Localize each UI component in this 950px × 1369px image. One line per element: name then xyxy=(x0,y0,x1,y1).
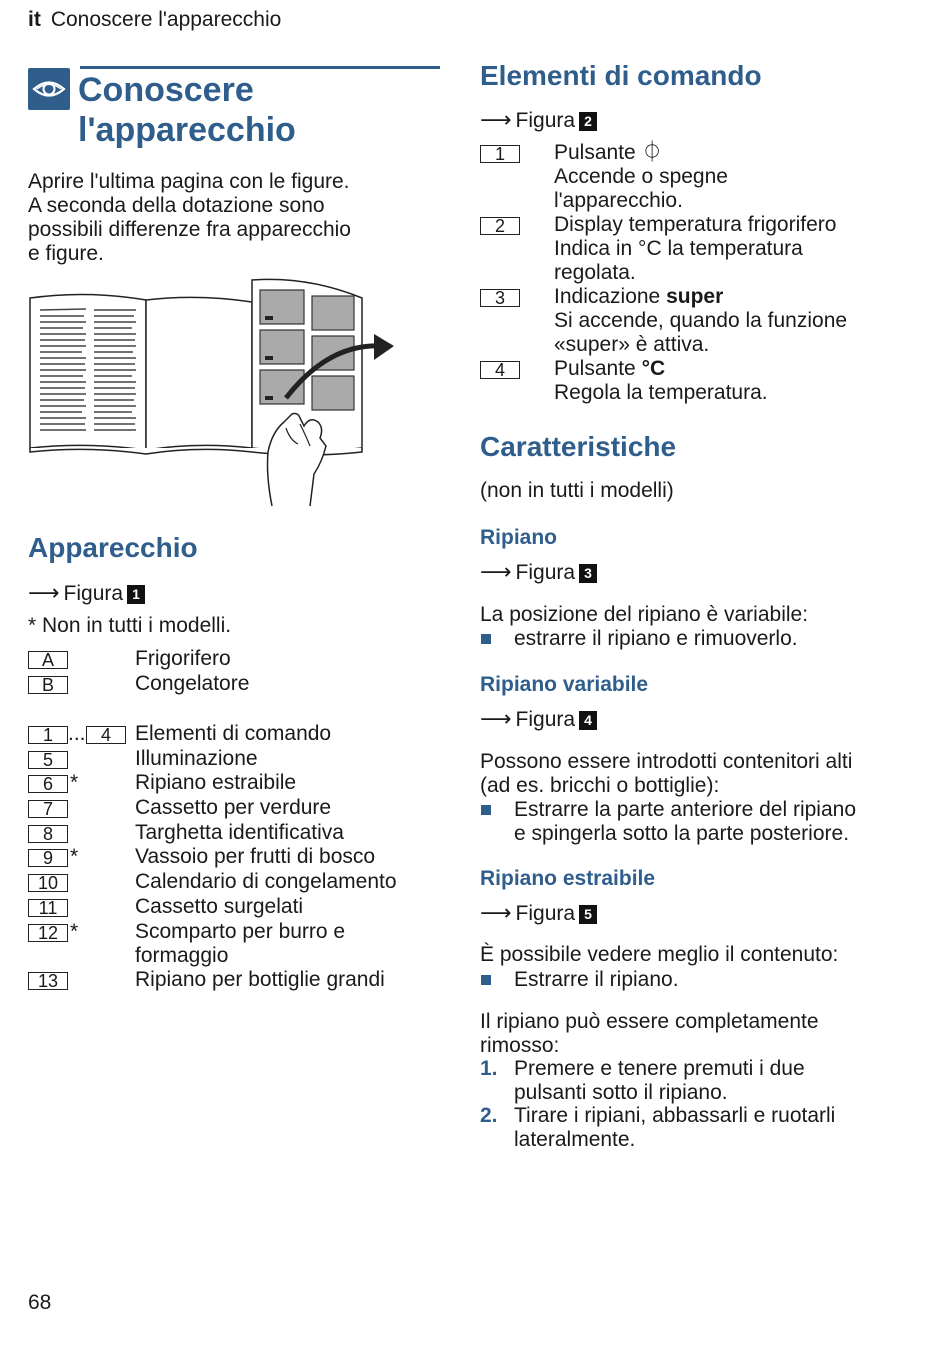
note-text: (non in tutti i modelli) xyxy=(480,479,674,502)
section-heading-comandi: Elementi di comando xyxy=(480,60,762,91)
body-text: Possono essere introdotti contenitori alti xyxy=(480,750,853,773)
title-rule xyxy=(80,66,440,69)
key-label: 2 xyxy=(480,217,520,235)
subheading-ripiano: Ripiano xyxy=(480,526,557,549)
list-item xyxy=(28,821,443,845)
step-text: lateralmente. xyxy=(514,1128,636,1151)
arrow-icon: ⟶ xyxy=(480,559,512,584)
step-number: 2. xyxy=(480,1104,498,1127)
item-label: formaggio xyxy=(135,944,229,967)
list-item xyxy=(28,747,443,771)
list-item xyxy=(28,870,443,894)
bullet-square-icon xyxy=(481,634,491,644)
control-title: Display temperatura frigorifero xyxy=(554,213,837,236)
bullet-text: e spingerla sotto la parte posteriore. xyxy=(514,822,850,845)
language-tag: it xyxy=(28,8,41,31)
list-item xyxy=(28,647,443,671)
key-label: 4 xyxy=(480,361,520,379)
step-text: Premere e tenere premuti i due xyxy=(514,1057,805,1080)
bullet-square-icon xyxy=(481,805,491,815)
figure-reference: ⟶ Figura 2 xyxy=(480,108,597,133)
body-text: La posizione del ripiano è variabile: xyxy=(480,603,809,626)
key-label: B xyxy=(28,676,68,694)
list-item xyxy=(28,968,443,992)
list-item: 1 ... 4 Elementi di comando xyxy=(28,722,443,746)
list-item xyxy=(28,796,443,820)
item-label: Illuminazione xyxy=(135,747,258,770)
key-label: 1 xyxy=(480,145,520,163)
item-label: Ripiano estraibile xyxy=(135,771,297,794)
intro-paragraph: Aprire l'ultima pagina con le figure. A seconda della dotazione sono possibili differenze fra apparecchio e figure. xyxy=(28,170,351,265)
item-label: Scomparto per burro e xyxy=(135,920,346,943)
figure-number: 3 xyxy=(579,564,597,583)
key-label: 9 xyxy=(28,849,68,867)
eye-icon xyxy=(28,68,70,110)
key-label: 3 xyxy=(480,289,520,307)
step-text: pulsanti sotto il ripiano. xyxy=(514,1081,728,1104)
list-item xyxy=(28,672,443,696)
bullet-square-icon xyxy=(481,975,491,985)
item-label: Ripiano per bottiglie grandi xyxy=(135,968,385,991)
list-item xyxy=(28,895,443,919)
control-item: 4 Pulsante °C Regola la temperatura. xyxy=(480,357,900,405)
section-heading-apparecchio: Apparecchio xyxy=(28,532,198,563)
page-title: Conoscere l'apparecchio xyxy=(78,71,296,149)
key-label: 7 xyxy=(28,800,68,818)
key-label: 13 xyxy=(28,972,68,990)
bullet-text: Estrarre il ripiano. xyxy=(514,968,679,991)
item-label: Targhetta identificativa xyxy=(135,821,344,844)
control-title: Indicazione xyxy=(554,285,661,308)
arrow-icon: ⟶ xyxy=(480,107,512,132)
bullet-text: Estrarre la parte anteriore del ripiano xyxy=(514,798,857,821)
figure-reference: ⟶ Figura 3 xyxy=(480,560,597,585)
bullet-text: estrarre il ripiano e rimuoverlo. xyxy=(514,627,798,650)
control-title: Pulsante xyxy=(554,357,636,380)
arrow-icon: ⟶ xyxy=(480,706,512,731)
key-label: 6 xyxy=(28,775,68,793)
item-label: Cassetto per verdure xyxy=(135,796,332,819)
figure-reference: ⟶ Figura 4 xyxy=(480,707,597,732)
item-label: Elementi di comando xyxy=(135,722,332,745)
key-label: 8 xyxy=(28,825,68,843)
arrow-icon: ⟶ xyxy=(28,580,60,605)
body-text: Il ripiano può essere completamente xyxy=(480,1010,819,1033)
section-heading-caratteristiche: Caratteristiche xyxy=(480,431,677,462)
item-label: Calendario di congelamento xyxy=(135,870,397,893)
power-icon: ⏀ xyxy=(641,141,663,164)
subheading-ripiano-variabile: Ripiano variabile xyxy=(480,673,649,696)
step-text: Tirare i ripiani, abbassarli e ruotarli xyxy=(514,1104,836,1127)
subheading-ripiano-estraibile: Ripiano estraibile xyxy=(480,867,656,890)
control-item: 1 Pulsante ⏀ Accende o spegne l'apparecchio. xyxy=(480,141,900,213)
key-label: 4 xyxy=(86,726,126,744)
key-label: 1 xyxy=(28,726,68,744)
body-text: rimosso: xyxy=(480,1034,560,1057)
control-item: 3 Indicazione super Si accende, quando la funzione «super» è attiva. xyxy=(480,285,900,357)
key-label: A xyxy=(28,651,68,669)
step-number: 1. xyxy=(480,1057,498,1080)
header-section: Conoscere l'apparecchio xyxy=(50,8,282,31)
note-text: * Non in tutti i modelli. xyxy=(28,614,232,637)
running-header xyxy=(28,8,281,32)
body-text: È possibile vedere meglio il contenuto: xyxy=(480,943,839,966)
body-text: (ad es. bricchi o bottiglie): xyxy=(480,774,720,797)
book-illustration xyxy=(28,276,394,508)
figure-reference: ⟶ Figura 5 xyxy=(480,901,597,926)
list-item: 6 * Ripiano estraibile xyxy=(28,771,443,795)
control-item: 2 Display temperatura frigorifero Indica in °C la temperatura regolata. xyxy=(480,213,900,285)
figure-number: 2 xyxy=(579,112,597,131)
key-label: 11 xyxy=(28,899,68,917)
figure-number: 5 xyxy=(579,905,597,924)
key-label: 5 xyxy=(28,751,68,769)
control-title: Pulsante xyxy=(554,141,636,164)
item-label: Frigorifero xyxy=(135,647,231,670)
item-label: Vassoio per frutti di bosco xyxy=(135,845,376,868)
page-number: 68 xyxy=(28,1291,52,1314)
figure-number: 1 xyxy=(127,585,145,604)
key-label: 10 xyxy=(28,874,68,892)
figure-reference: ⟶ Figura 1 xyxy=(28,581,145,606)
key-label: 12 xyxy=(28,924,68,942)
list-item: 9 * Vassoio per frutti di bosco xyxy=(28,845,443,869)
arrow-icon: ⟶ xyxy=(480,900,512,925)
list-item: 12 * Scomparto per burro e formaggio xyxy=(28,920,443,968)
item-label: Congelatore xyxy=(135,672,250,695)
item-label: Cassetto surgelati xyxy=(135,895,304,918)
figure-number: 4 xyxy=(579,711,597,730)
